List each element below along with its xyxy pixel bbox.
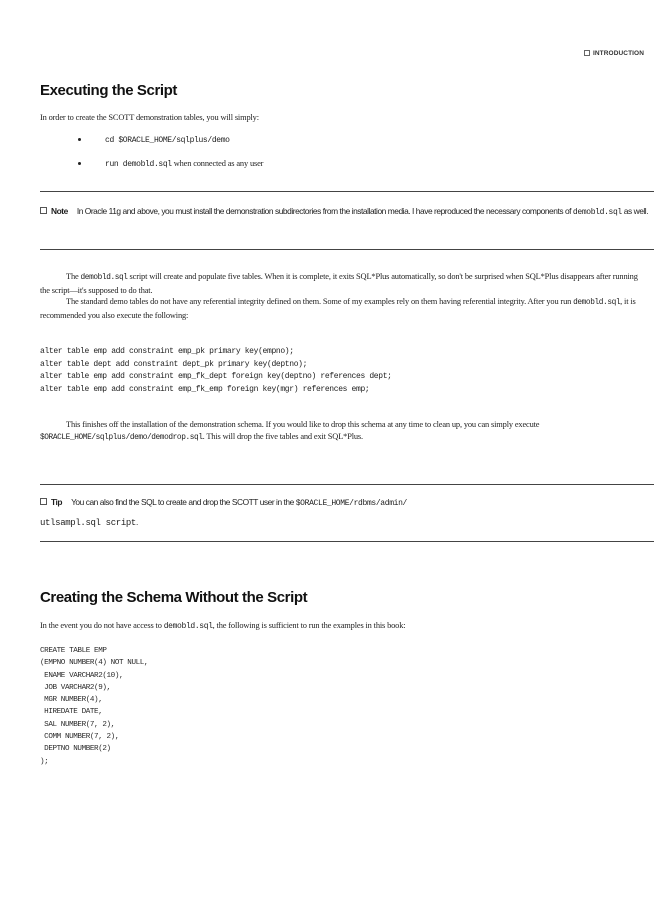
paragraph: This finishes off the installation of the demonstration schema. If you would like to drop this schema at any time to clean up, you can simply execute $ORACLE_HOME/sqlplus/demo/demodrop.sql. This will drop the five tables and exit SQL*Plus.: [40, 420, 540, 442]
paragraph: The standard demo tables do not have any referential integrity defined on them. Some of my examples rely on them having referential integrity. After you run demobld.sql, it is recommended you also execute the following:: [40, 297, 636, 320]
code-block-create-table: [40, 645, 148, 768]
note-code: demobld.sql: [572, 208, 622, 217]
square-bullet-icon: [40, 207, 47, 214]
note-text: In Oracle 11g and above, you must install the demonstration subdirectories from the installation media. I have reproduced the necessary components of: [76, 206, 573, 216]
list-item: [78, 134, 598, 158]
running-head: [584, 50, 644, 57]
code-line: COMM NUMBER(7, 2),: [40, 733, 119, 742]
section-heading-executing: Executing the Script: [40, 82, 178, 99]
square-bullet-icon: [584, 50, 590, 56]
code-line: HIREDATE DATE,: [40, 708, 103, 717]
code-line: CREATE TABLE EMP: [40, 647, 107, 655]
code-line: (EMPNO NUMBER(4) NOT NULL,: [40, 659, 149, 668]
tip-text: You can also find the SQL to create and drop the SCOTT user in the: [71, 497, 296, 507]
body-paragraphs: [40, 271, 640, 321]
note-top-rule: [40, 191, 654, 192]
list-item: [78, 158, 598, 182]
bullet-list: [78, 134, 598, 182]
bullet-code: run demobld.sql: [105, 160, 172, 169]
code-line: alter table emp add constraint emp_fk_emp foreign key(mgr) references emp;: [40, 384, 370, 394]
bullet-text: when connected as any user: [171, 159, 264, 168]
bullet-code: cd $ORACLE_HOME/sqlplus/demo: [105, 136, 230, 145]
note-callout: Note In Oracle 11g and above, you must install the demonstration subdirectories from the installation media. I have reproduced the necessary components of demobld.sql as well.: [40, 203, 654, 221]
code-block-constraints: [40, 346, 392, 396]
square-bullet-icon: [40, 498, 47, 505]
code-line: SAL NUMBER(7, 2),: [40, 720, 115, 729]
code-line: alter table emp add constraint emp_pk primary key(empno);: [40, 347, 294, 356]
code-line: alter table emp add constraint emp_fk_dept foreign key(deptno) references dept;: [40, 372, 392, 382]
section2-intro: In the event you do not have access to demobld.sql, the following is sufficient to run the examples in this book:: [40, 621, 406, 631]
bullet-icon: [78, 162, 81, 165]
tip-callout: Tip You can also find the SQL to create and drop the SCOTT user in the $ORACLE_HOME/rdbms/admin/ utlsampl.sql script.: [40, 497, 408, 528]
code-line: alter table dept add constraint dept_pk primary key(deptno);: [40, 359, 308, 369]
tip-label: Tip: [51, 497, 63, 507]
code-line: MGR NUMBER(4),: [40, 696, 103, 705]
intro-text: In order to create the SCOTT demonstration tables, you will simply:: [40, 113, 259, 122]
section-heading-creating: Creating the Schema Without the Script: [40, 589, 308, 606]
body-paragraph-demodrop: [40, 419, 640, 444]
tip-code: $ORACLE_HOME/rdbms/admin/: [295, 499, 408, 508]
paragraph: The demobld.sql script will create and populate five tables. When it is complete, it exits SQL*Plus automatically, so don't be surprised when SQL*Plus disappears after running the script—it's supposed to do that.: [40, 272, 638, 295]
running-head-text: INTRODUCTION: [592, 50, 644, 57]
code-line: JOB VARCHAR2(9),: [40, 683, 111, 692]
note-label: Note: [51, 206, 68, 216]
tip-bottom-rule: [40, 541, 654, 542]
tip-top-rule: [40, 484, 654, 485]
note-bottom-rule: [40, 249, 654, 250]
bullet-icon: [78, 138, 81, 141]
code-line: );: [40, 757, 49, 766]
code-line: DEPTNO NUMBER(2): [40, 745, 111, 754]
code-line: ENAME VARCHAR2(10),: [40, 671, 124, 680]
tip-code-continued: utlsampl.sql script: [40, 518, 136, 528]
